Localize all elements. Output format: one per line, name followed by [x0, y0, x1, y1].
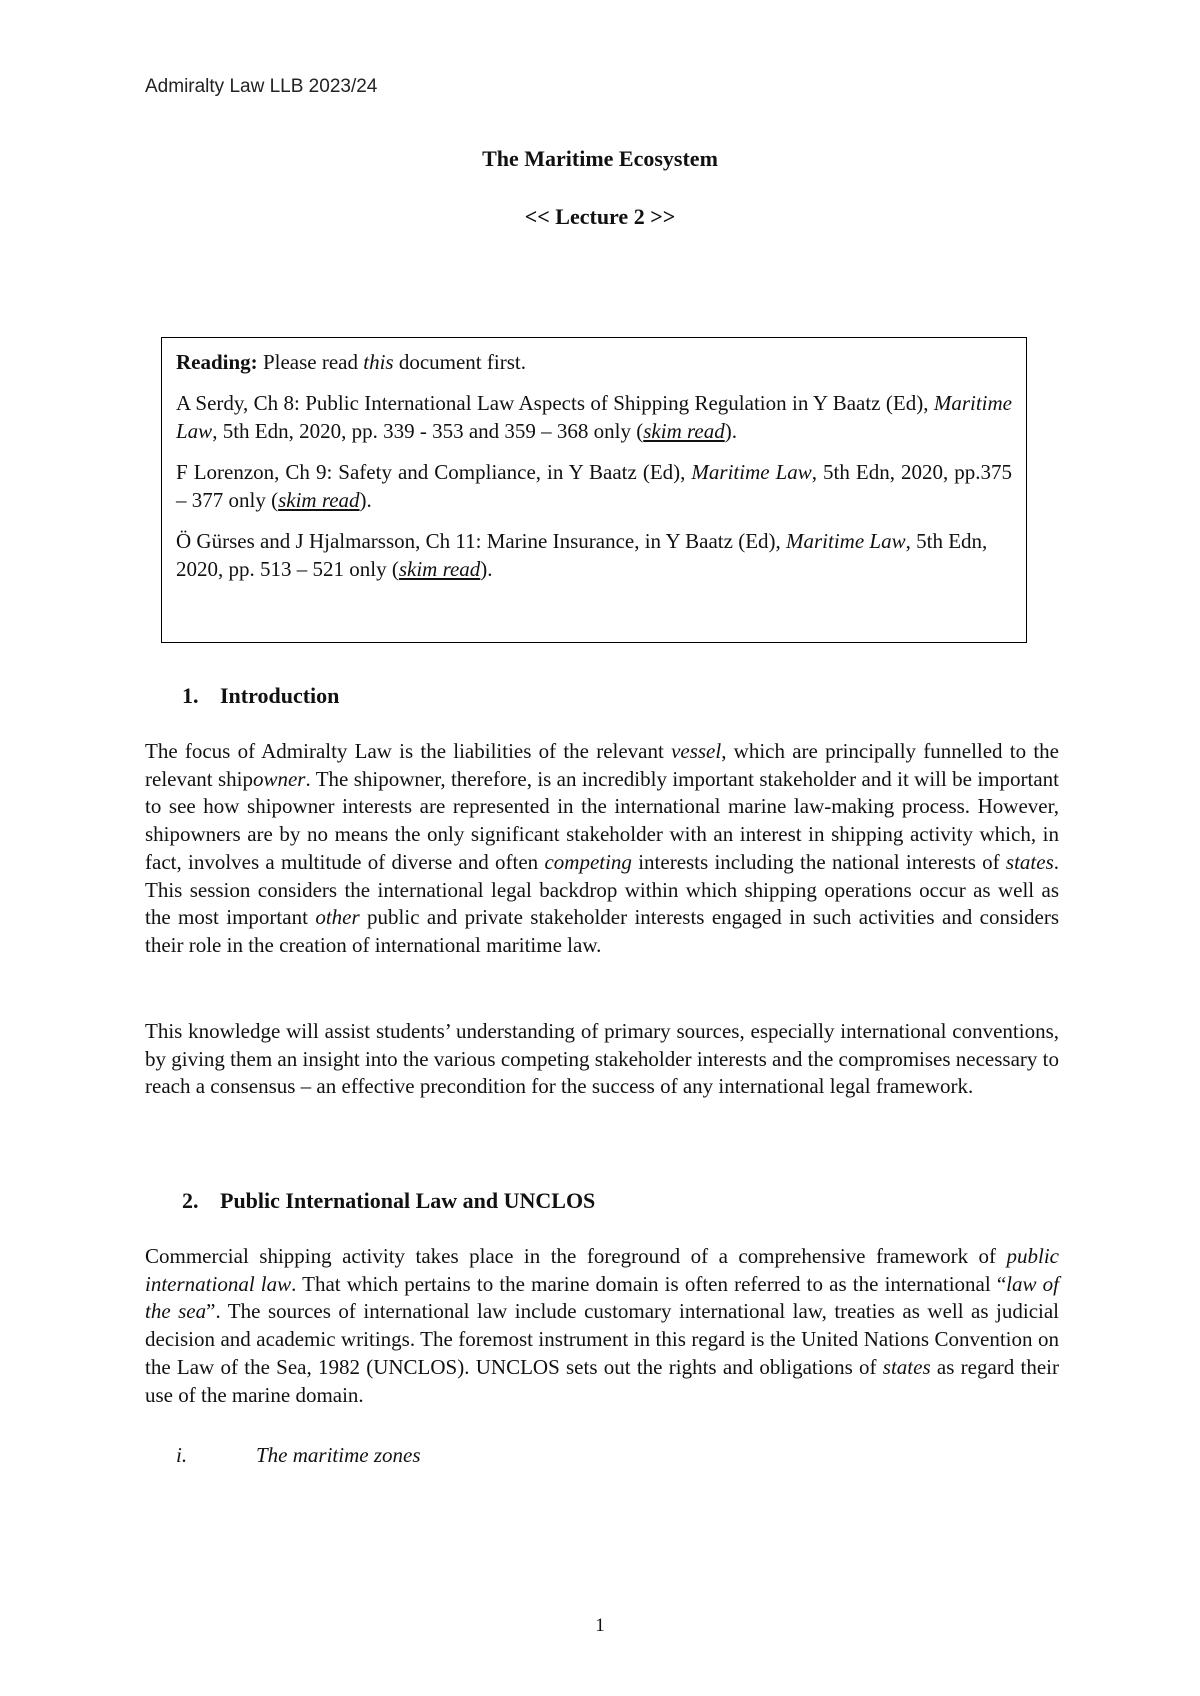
subsection-title: The maritime zones — [256, 1443, 421, 1467]
section-1-paragraph-2: This knowledge will assist students’ understanding of primary sources, especially international conventions, by giving them an insight into the various competing stakeholder interests and the compromises necessary to reach a consensus – an effective precondition for the success of any international legal framework. — [145, 1019, 1059, 1099]
subsection-number: i. — [176, 1443, 188, 1467]
s2p1-text-c: ”. The sources of international law include customary international law, treaties as well as judicial decision and academic writings. The foremost instrument in this regard is the United Nations Convention on the Law of the Sea, 1982 (UNCLOS). UNCLOS sets out the rights and obligations of — [145, 1299, 1059, 1379]
s1p1-text-e: . This session considers the international legal backdrop within which shipping operations occur as well as the most important — [145, 849, 1059, 930]
s2p1-text-b: . That which pertains to the marine domain is often referred to as the international “ — [291, 1271, 1007, 1296]
reading-item-3-skim: skim read — [398, 557, 481, 581]
reading-item-3-text: Ö Gürses and J Hjalmarsson, Ch 11: Marine Insurance, in Y Baatz (Ed), — [176, 529, 787, 553]
reading-item-3 — [176, 527, 1012, 583]
reading-item-1-book: Maritime Law — [176, 391, 1012, 443]
section-1-title: Introduction — [220, 683, 340, 708]
s2p1-em-states: states — [882, 1354, 931, 1379]
s2p1-em-pil: public international law — [145, 1244, 1059, 1296]
s1p1-em-owner: owner — [252, 766, 306, 791]
section-2-number: 2. — [182, 1188, 199, 1213]
section-2-heading — [182, 1188, 595, 1214]
section-1-number: 1. — [182, 683, 199, 708]
lecture-subtitle: << Lecture 2 >> — [524, 204, 676, 229]
reading-item-2 — [176, 458, 1012, 514]
reading-item-2-text: F Lorenzon, Ch 9: Safety and Compliance, in Y Baatz (Ed), — [176, 460, 692, 484]
s1p1-em-states: states — [1005, 849, 1054, 874]
section-2-paragraph-1 — [145, 1243, 1059, 1409]
running-header: Admiralty Law LLB 2023/24 — [145, 76, 378, 97]
reading-item-2-book: Maritime Law — [691, 460, 812, 484]
section-1-heading — [182, 683, 339, 709]
s2p1-text-d: as regard their use of the marine domain. — [145, 1354, 1059, 1407]
s1p1-text-c: . The shipowner, therefore, is an incredibly important stakeholder and it will be important to see how shipowner interests are represented in the international marine law-making process. However, shipowners are by no means the only significant stakeholder with an interest in shipping activity which, in fact, involves a multitude of diverse and often — [145, 766, 1059, 874]
s1p1-text-a: The focus of Admiralty Law is the liabilities of the relevant — [145, 739, 672, 763]
reading-item-1-pages: , 5th Edn, 2020, pp. 339 - 353 and 359 – 368 only ( — [212, 419, 644, 443]
reading-item-1-end: ). — [724, 419, 737, 443]
reading-item-3-end: ). — [480, 557, 493, 581]
s1p1-text-b: , which are principally funnelled to the relevant ship — [145, 739, 1059, 791]
section-2-title: Public International Law and UNCLOS — [220, 1188, 596, 1213]
reading-intro-text-end: document first. — [393, 350, 526, 374]
reading-item-3-book: Maritime Law — [786, 529, 906, 553]
reading-item-2-pages: , 5th Edn, 2020, pp.375 – 377 only ( — [176, 460, 1012, 512]
reading-box — [161, 337, 1027, 643]
section-1-paragraph-1 — [145, 738, 1059, 960]
reading-intro-text: Please read — [257, 350, 364, 374]
document-title: The Maritime Ecosystem — [482, 146, 718, 171]
reading-intro-emphasis: this — [363, 350, 394, 374]
s1p1-text-f: public and private stakeholder interests engaged in such activities and considers their role in the creation of international maritime law. — [145, 905, 1059, 957]
s1p1-text-d: interests including the national interests of — [631, 849, 1006, 874]
reading-item-1-text: A Serdy, Ch 8: Public International Law Aspects of Shipping Regulation in Y Baatz (Ed), — [176, 391, 934, 415]
reading-label: Reading: — [176, 350, 258, 374]
reading-item-2-end: ). — [359, 488, 372, 512]
s1p1-em-vessel: vessel — [671, 739, 722, 763]
s2p1-em-law-of-sea: law of the sea — [145, 1271, 1059, 1324]
page-number: 1 — [595, 1615, 605, 1636]
reading-item-1-skim: skim read — [643, 419, 725, 443]
reading-item-3-pages: , 5th Edn, 2020, pp. 513 – 521 only ( — [176, 529, 988, 581]
s2p1-text-a: Commercial shipping activity takes place in the foreground of a comprehensive framework of — [145, 1244, 1007, 1268]
reading-item-2-skim: skim read — [278, 488, 360, 512]
reading-item-1 — [176, 389, 1012, 445]
s1p1-em-other: other — [315, 905, 360, 930]
subsection-heading — [176, 1443, 421, 1468]
s1p1-em-competing: competing — [544, 849, 632, 874]
reading-intro — [176, 348, 1012, 376]
